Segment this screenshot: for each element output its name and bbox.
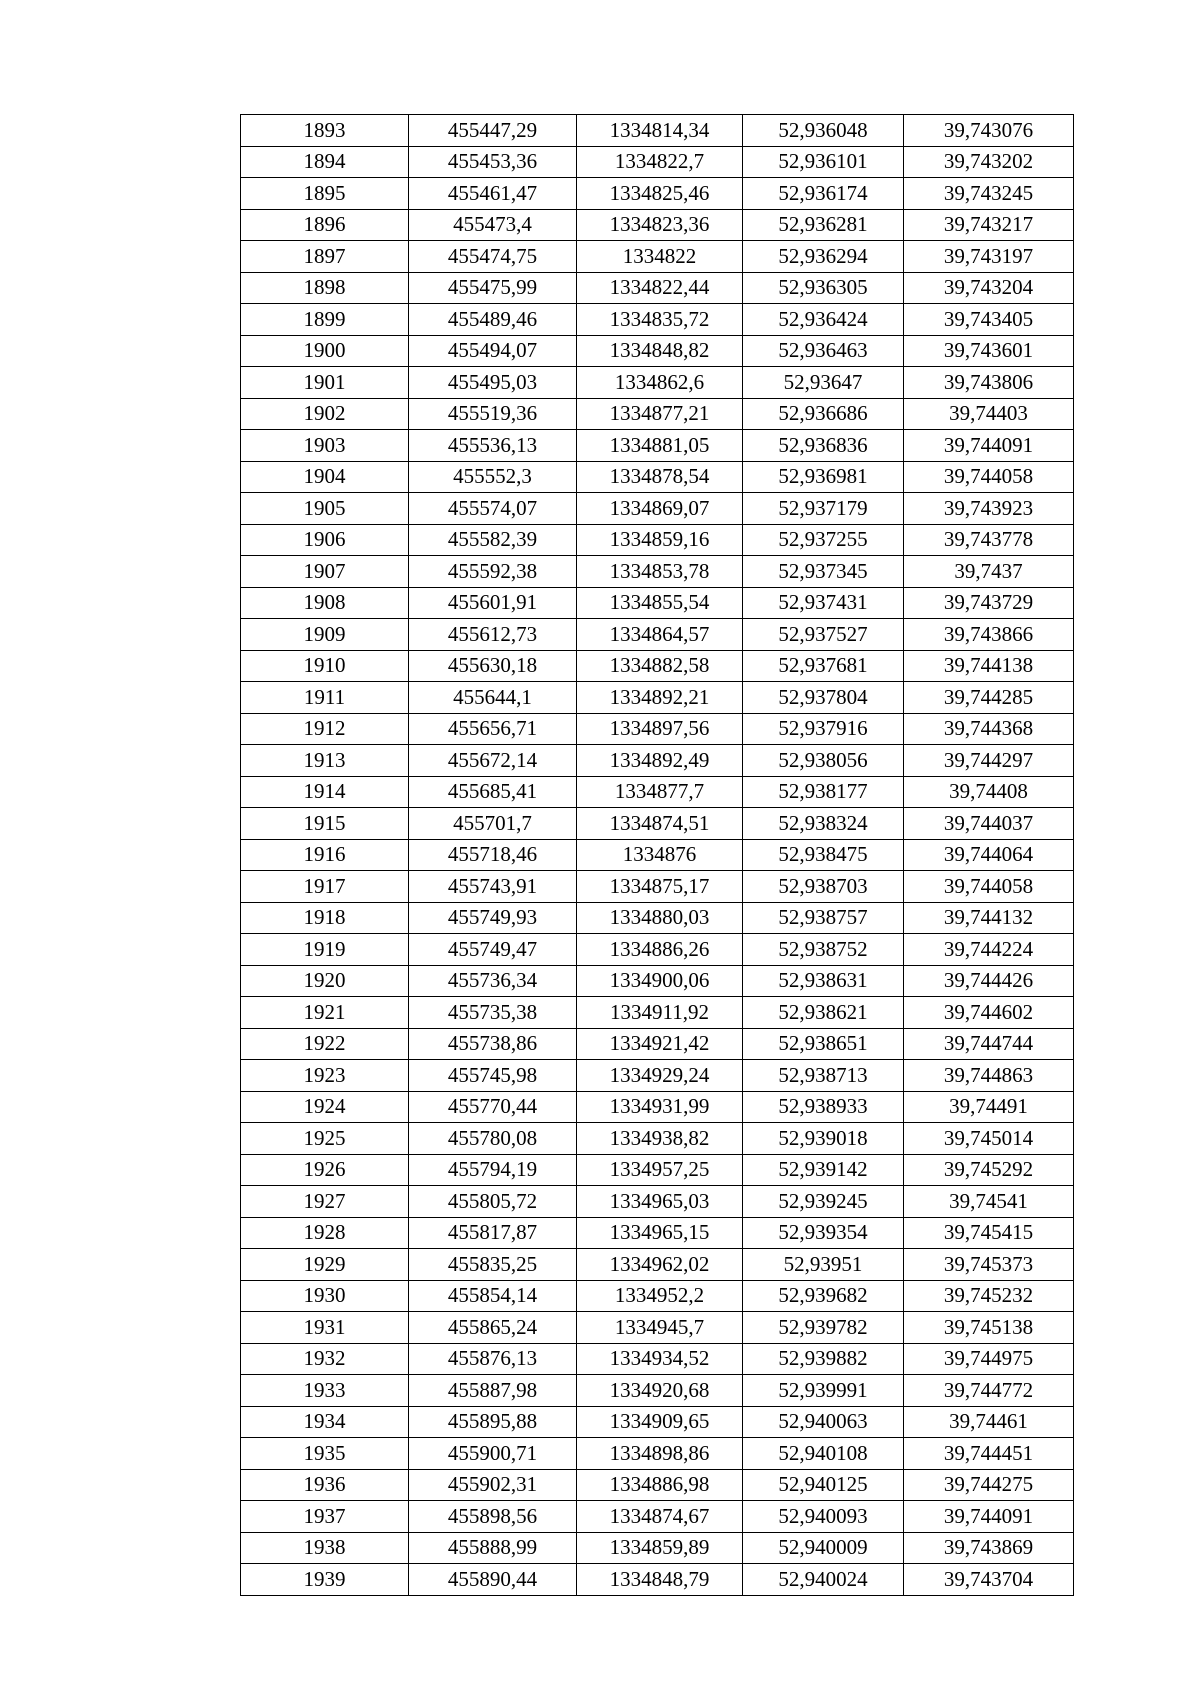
y-coordinate-cell: 1334880,03 [577,902,743,934]
x-coordinate-cell: 455474,75 [409,241,577,273]
latitude-cell: 52,940009 [743,1532,904,1564]
longitude-cell: 39,744064 [904,839,1074,871]
x-coordinate-cell: 455835,25 [409,1249,577,1281]
y-coordinate-cell: 1334965,03 [577,1186,743,1218]
y-coordinate-cell: 1334875,17 [577,871,743,903]
x-coordinate-cell: 455672,14 [409,745,577,777]
y-coordinate-cell: 1334921,42 [577,1028,743,1060]
x-coordinate-cell: 455601,91 [409,587,577,619]
point-number-cell: 1913 [241,745,409,777]
longitude-cell: 39,744297 [904,745,1074,777]
y-coordinate-cell: 1334931,99 [577,1091,743,1123]
x-coordinate-cell: 455887,98 [409,1375,577,1407]
table-row [241,115,1074,147]
y-coordinate-cell: 1334945,7 [577,1312,743,1344]
x-coordinate-cell: 455718,46 [409,839,577,871]
y-coordinate-cell: 1334822,44 [577,272,743,304]
x-coordinate-cell: 455898,56 [409,1501,577,1533]
point-number-cell: 1928 [241,1217,409,1249]
longitude-cell: 39,743869 [904,1532,1074,1564]
table-row [241,461,1074,493]
x-coordinate-cell: 455895,88 [409,1406,577,1438]
longitude-cell: 39,74403 [904,398,1074,430]
longitude-cell: 39,7437 [904,556,1074,588]
point-number-cell: 1899 [241,304,409,336]
latitude-cell: 52,939245 [743,1186,904,1218]
y-coordinate-cell: 1334877,7 [577,776,743,808]
table-row [241,650,1074,682]
table-row [241,1564,1074,1596]
latitude-cell: 52,937916 [743,713,904,745]
latitude-cell: 52,938651 [743,1028,904,1060]
table-row [241,997,1074,1029]
x-coordinate-cell: 455489,46 [409,304,577,336]
longitude-cell: 39,743204 [904,272,1074,304]
table-row [241,587,1074,619]
latitude-cell: 52,936463 [743,335,904,367]
table-row [241,1154,1074,1186]
longitude-cell: 39,744037 [904,808,1074,840]
point-number-cell: 1922 [241,1028,409,1060]
x-coordinate-cell: 455865,24 [409,1312,577,1344]
point-number-cell: 1903 [241,430,409,462]
latitude-cell: 52,940108 [743,1438,904,1470]
table-row [241,1343,1074,1375]
table-row [241,524,1074,556]
table-row [241,146,1074,178]
y-coordinate-cell: 1334823,36 [577,209,743,241]
x-coordinate-cell: 455644,1 [409,682,577,714]
latitude-cell: 52,939142 [743,1154,904,1186]
latitude-cell: 52,940024 [743,1564,904,1596]
point-number-cell: 1933 [241,1375,409,1407]
x-coordinate-cell: 455574,07 [409,493,577,525]
y-coordinate-cell: 1334848,79 [577,1564,743,1596]
y-coordinate-cell: 1334825,46 [577,178,743,210]
x-coordinate-cell: 455552,3 [409,461,577,493]
longitude-cell: 39,745014 [904,1123,1074,1155]
point-number-cell: 1934 [241,1406,409,1438]
latitude-cell: 52,936174 [743,178,904,210]
longitude-cell: 39,743076 [904,115,1074,147]
longitude-cell: 39,743866 [904,619,1074,651]
table-row [241,1280,1074,1312]
longitude-cell: 39,744863 [904,1060,1074,1092]
x-coordinate-cell: 455685,41 [409,776,577,808]
latitude-cell: 52,938621 [743,997,904,1029]
x-coordinate-cell: 455738,86 [409,1028,577,1060]
latitude-cell: 52,938933 [743,1091,904,1123]
table-row [241,1406,1074,1438]
x-coordinate-cell: 455817,87 [409,1217,577,1249]
latitude-cell: 52,937345 [743,556,904,588]
latitude-cell: 52,937255 [743,524,904,556]
point-number-cell: 1937 [241,1501,409,1533]
y-coordinate-cell: 1334881,05 [577,430,743,462]
x-coordinate-cell: 455519,36 [409,398,577,430]
longitude-cell: 39,743923 [904,493,1074,525]
point-number-cell: 1925 [241,1123,409,1155]
y-coordinate-cell: 1334929,24 [577,1060,743,1092]
x-coordinate-cell: 455745,98 [409,1060,577,1092]
longitude-cell: 39,743729 [904,587,1074,619]
table-row [241,1028,1074,1060]
longitude-cell: 39,743806 [904,367,1074,399]
longitude-cell: 39,74491 [904,1091,1074,1123]
point-number-cell: 1915 [241,808,409,840]
point-number-cell: 1908 [241,587,409,619]
table-row [241,965,1074,997]
latitude-cell: 52,938475 [743,839,904,871]
point-number-cell: 1914 [241,776,409,808]
table-row [241,1186,1074,1218]
y-coordinate-cell: 1334886,26 [577,934,743,966]
y-coordinate-cell: 1334862,6 [577,367,743,399]
point-number-cell: 1898 [241,272,409,304]
latitude-cell: 52,937179 [743,493,904,525]
latitude-cell: 52,938713 [743,1060,904,1092]
latitude-cell: 52,937681 [743,650,904,682]
latitude-cell: 52,939991 [743,1375,904,1407]
latitude-cell: 52,938056 [743,745,904,777]
point-number-cell: 1896 [241,209,409,241]
table-row [241,1469,1074,1501]
x-coordinate-cell: 455780,08 [409,1123,577,1155]
table-row [241,209,1074,241]
latitude-cell: 52,937804 [743,682,904,714]
table-row [241,839,1074,871]
x-coordinate-cell: 455701,7 [409,808,577,840]
point-number-cell: 1936 [241,1469,409,1501]
longitude-cell: 39,743601 [904,335,1074,367]
table-row [241,556,1074,588]
longitude-cell: 39,743778 [904,524,1074,556]
longitude-cell: 39,744772 [904,1375,1074,1407]
point-number-cell: 1917 [241,871,409,903]
table-row [241,776,1074,808]
y-coordinate-cell: 1334892,49 [577,745,743,777]
x-coordinate-cell: 455749,93 [409,902,577,934]
x-coordinate-cell: 455743,91 [409,871,577,903]
point-number-cell: 1930 [241,1280,409,1312]
longitude-cell: 39,744058 [904,871,1074,903]
point-number-cell: 1904 [241,461,409,493]
latitude-cell: 52,936836 [743,430,904,462]
x-coordinate-cell: 455876,13 [409,1343,577,1375]
longitude-cell: 39,743202 [904,146,1074,178]
longitude-cell: 39,743704 [904,1564,1074,1596]
latitude-cell: 52,936305 [743,272,904,304]
latitude-cell: 52,938757 [743,902,904,934]
longitude-cell: 39,743405 [904,304,1074,336]
table-row [241,367,1074,399]
longitude-cell: 39,744285 [904,682,1074,714]
table-row [241,934,1074,966]
point-number-cell: 1906 [241,524,409,556]
latitude-cell: 52,936981 [743,461,904,493]
table-row [241,745,1074,777]
point-number-cell: 1909 [241,619,409,651]
point-number-cell: 1910 [241,650,409,682]
table-row [241,1249,1074,1281]
point-number-cell: 1938 [241,1532,409,1564]
y-coordinate-cell: 1334897,56 [577,713,743,745]
point-number-cell: 1921 [241,997,409,1029]
longitude-cell: 39,744451 [904,1438,1074,1470]
longitude-cell: 39,744091 [904,430,1074,462]
longitude-cell: 39,745138 [904,1312,1074,1344]
y-coordinate-cell: 1334876 [577,839,743,871]
latitude-cell: 52,937527 [743,619,904,651]
y-coordinate-cell: 1334855,54 [577,587,743,619]
latitude-cell: 52,938752 [743,934,904,966]
table-row [241,902,1074,934]
longitude-cell: 39,744091 [904,1501,1074,1533]
table-row [241,1375,1074,1407]
longitude-cell: 39,74408 [904,776,1074,808]
x-coordinate-cell: 455749,47 [409,934,577,966]
x-coordinate-cell: 455902,31 [409,1469,577,1501]
y-coordinate-cell: 1334874,67 [577,1501,743,1533]
table-row [241,493,1074,525]
point-number-cell: 1926 [241,1154,409,1186]
latitude-cell: 52,93647 [743,367,904,399]
latitude-cell: 52,939018 [743,1123,904,1155]
longitude-cell: 39,744975 [904,1343,1074,1375]
point-number-cell: 1932 [241,1343,409,1375]
latitude-cell: 52,939354 [743,1217,904,1249]
x-coordinate-cell: 455475,99 [409,272,577,304]
latitude-cell: 52,939682 [743,1280,904,1312]
y-coordinate-cell: 1334859,89 [577,1532,743,1564]
longitude-cell: 39,745232 [904,1280,1074,1312]
point-number-cell: 1912 [241,713,409,745]
latitude-cell: 52,937431 [743,587,904,619]
longitude-cell: 39,744132 [904,902,1074,934]
longitude-cell: 39,744058 [904,461,1074,493]
longitude-cell: 39,744426 [904,965,1074,997]
latitude-cell: 52,936281 [743,209,904,241]
longitude-cell: 39,744744 [904,1028,1074,1060]
y-coordinate-cell: 1334909,65 [577,1406,743,1438]
latitude-cell: 52,93951 [743,1249,904,1281]
point-number-cell: 1931 [241,1312,409,1344]
longitude-cell: 39,745415 [904,1217,1074,1249]
x-coordinate-cell: 455656,71 [409,713,577,745]
longitude-cell: 39,743217 [904,209,1074,241]
x-coordinate-cell: 455854,14 [409,1280,577,1312]
table-row [241,1123,1074,1155]
y-coordinate-cell: 1334869,07 [577,493,743,525]
table-row [241,1501,1074,1533]
longitude-cell: 39,74461 [904,1406,1074,1438]
y-coordinate-cell: 1334957,25 [577,1154,743,1186]
latitude-cell: 52,936294 [743,241,904,273]
y-coordinate-cell: 1334853,78 [577,556,743,588]
point-number-cell: 1897 [241,241,409,273]
table-row [241,1438,1074,1470]
table-row [241,871,1074,903]
x-coordinate-cell: 455888,99 [409,1532,577,1564]
point-number-cell: 1916 [241,839,409,871]
y-coordinate-cell: 1334878,54 [577,461,743,493]
x-coordinate-cell: 455770,44 [409,1091,577,1123]
table-row [241,1312,1074,1344]
table-row [241,682,1074,714]
y-coordinate-cell: 1334859,16 [577,524,743,556]
latitude-cell: 52,936048 [743,115,904,147]
latitude-cell: 52,939782 [743,1312,904,1344]
y-coordinate-cell: 1334898,86 [577,1438,743,1470]
coordinates-table [240,114,1074,1596]
longitude-cell: 39,745373 [904,1249,1074,1281]
x-coordinate-cell: 455890,44 [409,1564,577,1596]
point-number-cell: 1920 [241,965,409,997]
latitude-cell: 52,938703 [743,871,904,903]
latitude-cell: 52,940063 [743,1406,904,1438]
latitude-cell: 52,940093 [743,1501,904,1533]
table-row [241,619,1074,651]
y-coordinate-cell: 1334892,21 [577,682,743,714]
y-coordinate-cell: 1334874,51 [577,808,743,840]
y-coordinate-cell: 1334822 [577,241,743,273]
latitude-cell: 52,939882 [743,1343,904,1375]
latitude-cell: 52,936686 [743,398,904,430]
table-row [241,304,1074,336]
longitude-cell: 39,743245 [904,178,1074,210]
table-row [241,808,1074,840]
table-row [241,1532,1074,1564]
x-coordinate-cell: 455536,13 [409,430,577,462]
point-number-cell: 1911 [241,682,409,714]
x-coordinate-cell: 455612,73 [409,619,577,651]
point-number-cell: 1927 [241,1186,409,1218]
x-coordinate-cell: 455473,4 [409,209,577,241]
coordinates-table-body [241,115,1074,1596]
table-row [241,1060,1074,1092]
y-coordinate-cell: 1334900,06 [577,965,743,997]
y-coordinate-cell: 1334962,02 [577,1249,743,1281]
point-number-cell: 1901 [241,367,409,399]
y-coordinate-cell: 1334886,98 [577,1469,743,1501]
y-coordinate-cell: 1334965,15 [577,1217,743,1249]
table-row [241,398,1074,430]
table-row [241,241,1074,273]
longitude-cell: 39,744275 [904,1469,1074,1501]
point-number-cell: 1935 [241,1438,409,1470]
latitude-cell: 52,938177 [743,776,904,808]
x-coordinate-cell: 455794,19 [409,1154,577,1186]
y-coordinate-cell: 1334938,82 [577,1123,743,1155]
point-number-cell: 1907 [241,556,409,588]
table-row [241,430,1074,462]
x-coordinate-cell: 455461,47 [409,178,577,210]
x-coordinate-cell: 455900,71 [409,1438,577,1470]
table-row [241,272,1074,304]
longitude-cell: 39,744602 [904,997,1074,1029]
table-row [241,1217,1074,1249]
table-row [241,335,1074,367]
point-number-cell: 1905 [241,493,409,525]
point-number-cell: 1918 [241,902,409,934]
point-number-cell: 1929 [241,1249,409,1281]
y-coordinate-cell: 1334814,34 [577,115,743,147]
table-row [241,1091,1074,1123]
point-number-cell: 1924 [241,1091,409,1123]
point-number-cell: 1939 [241,1564,409,1596]
latitude-cell: 52,936424 [743,304,904,336]
x-coordinate-cell: 455447,29 [409,115,577,147]
table-row [241,713,1074,745]
point-number-cell: 1900 [241,335,409,367]
x-coordinate-cell: 455592,38 [409,556,577,588]
x-coordinate-cell: 455630,18 [409,650,577,682]
point-number-cell: 1895 [241,178,409,210]
point-number-cell: 1923 [241,1060,409,1092]
y-coordinate-cell: 1334848,82 [577,335,743,367]
latitude-cell: 52,940125 [743,1469,904,1501]
latitude-cell: 52,938324 [743,808,904,840]
x-coordinate-cell: 455495,03 [409,367,577,399]
x-coordinate-cell: 455582,39 [409,524,577,556]
longitude-cell: 39,744138 [904,650,1074,682]
longitude-cell: 39,74541 [904,1186,1074,1218]
x-coordinate-cell: 455494,07 [409,335,577,367]
y-coordinate-cell: 1334934,52 [577,1343,743,1375]
longitude-cell: 39,744224 [904,934,1074,966]
longitude-cell: 39,745292 [904,1154,1074,1186]
longitude-cell: 39,744368 [904,713,1074,745]
y-coordinate-cell: 1334877,21 [577,398,743,430]
x-coordinate-cell: 455453,36 [409,146,577,178]
y-coordinate-cell: 1334864,57 [577,619,743,651]
latitude-cell: 52,936101 [743,146,904,178]
y-coordinate-cell: 1334882,58 [577,650,743,682]
y-coordinate-cell: 1334911,92 [577,997,743,1029]
latitude-cell: 52,938631 [743,965,904,997]
y-coordinate-cell: 1334952,2 [577,1280,743,1312]
point-number-cell: 1902 [241,398,409,430]
point-number-cell: 1894 [241,146,409,178]
point-number-cell: 1893 [241,115,409,147]
longitude-cell: 39,743197 [904,241,1074,273]
x-coordinate-cell: 455736,34 [409,965,577,997]
table-row [241,178,1074,210]
y-coordinate-cell: 1334835,72 [577,304,743,336]
y-coordinate-cell: 1334822,7 [577,146,743,178]
x-coordinate-cell: 455805,72 [409,1186,577,1218]
x-coordinate-cell: 455735,38 [409,997,577,1029]
point-number-cell: 1919 [241,934,409,966]
y-coordinate-cell: 1334920,68 [577,1375,743,1407]
